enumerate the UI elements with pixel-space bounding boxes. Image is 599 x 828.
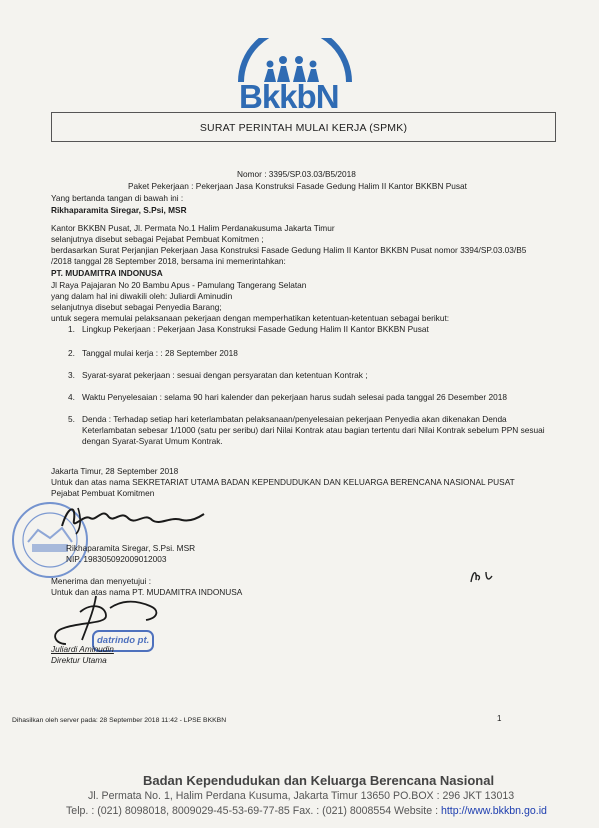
footer-title: Badan Kependudukan dan Keluarga Berencana Nasional — [143, 773, 495, 788]
company-line: yang dalam hal ini diwakili oleh: Juliardi Aminudin — [51, 291, 233, 301]
list-item — [68, 414, 550, 450]
company-stamp-text: datrindo pt. — [97, 635, 150, 646]
nomor: Nomor : 3395/SP.03.03/B5/2018 — [237, 169, 356, 179]
signer2-role: Direktur Utama — [51, 655, 107, 665]
item-number: 5. — [68, 414, 75, 424]
signature-ppk-icon — [58, 500, 208, 536]
item-text: Lingkup Pekerjaan : Pekerjaan Jasa Konstruksi Fasade Gedung Halim II Kantor BKKBN Pusat — [82, 324, 429, 334]
ppk-name: Rikhaparamita Siregar, S.Psi, MSR — [51, 205, 187, 215]
item-text: Syarat-syarat pekerjaan : sesuai dengan persyaratan dan ketentuan Kontrak ; — [82, 370, 368, 380]
title-box — [51, 112, 556, 142]
item-text: Tanggal mulai kerja : : 28 September 2018 — [82, 348, 238, 358]
closing-line: Pejabat Pembuat Komitmen — [51, 488, 155, 498]
website-link[interactable]: http://www.bkkbn.go.id — [440, 805, 547, 817]
generated-note: Dihasilkan oleh server pada: 28 September 2018 11:42 - LPSE BKKBN — [12, 717, 227, 724]
item-number: 4. — [68, 392, 75, 402]
item-number: 2. — [68, 348, 75, 358]
list-item — [68, 370, 548, 382]
paket: Paket Pekerjaan : Pekerjaan Jasa Konstruksi Fasade Gedung Halim II Kantor BKKBN Pusat — [128, 181, 467, 191]
item-number: 3. — [68, 370, 75, 380]
company-line: Jl Raya Pajajaran No 20 Bambu Apus - Pamulang Tangerang Selatan — [51, 280, 307, 290]
item-text: Keterlambatan sebesar 1/1000 (satu per seribu) dari Nilai Kontrak atau bagian tertentu dari Nilai Kontrak sebelum PPN sesuai — [82, 425, 545, 435]
address-line: Kantor BKKBN Pusat, Jl. Permata No.1 Halim Perdanakusuma Jakarta Timur — [51, 223, 335, 233]
signer1-name: Rikhaparamita Siregar, S.Psi. MSR — [66, 543, 196, 553]
closing-line: Untuk dan atas nama SEKRETARIAT UTAMA BADAN KEPENDUDUKAN DAN KELUARGA BERENCANA NASIONAL PUSAT — [51, 477, 515, 487]
accept-line: Untuk dan atas nama PT. MUDAMITRA INDONUSA — [51, 587, 243, 597]
address-line: selanjutnya disebut sebagai Pejabat Pembuat Komitmen ; — [51, 234, 264, 244]
signer2-name: Juliardi Aminudin — [51, 644, 114, 654]
item-text: Waktu Penyelesaian : selama 90 hari kalender dan pekerjaan harus sudah selesai pada tanggal 26 Desember 2018 — [82, 392, 507, 402]
footer-contact-text: Telp. : (021) 8098018, 8009029-45-53-69-77-85 Fax. : (021) 8008554 Website : — [66, 805, 441, 817]
list-item — [68, 324, 548, 336]
company-line: selanjutnya disebut sebagai Penyedia Barang; — [51, 302, 222, 312]
logo-wordmark: BkkbN — [239, 78, 339, 115]
item-text: Denda : Terhadap setiap hari keterlambatan pelaksanaan/penyelesaian pekerjaan Penyedia akan dikenakan Denda — [82, 414, 507, 424]
footer-address: Jl. Permata No. 1, Halim Perdana Kusuma, Jakarta Timur 13650 PO.BOX : 296 JKT 13013 — [88, 790, 515, 802]
document-title: SURAT PERINTAH MULAI KERJA (SPMK) — [199, 122, 408, 134]
signer1-nip: NIP. 198305092009012003 — [66, 554, 167, 564]
page-number: 1 — [497, 714, 502, 723]
item-number: 1. — [68, 324, 75, 334]
address-line: berdasarkan Surat Perjanjian Pekerjaan Jasa Konstruksi Fasade Gedung Halim II Kantor BKKBN Pusat nomor 3394/SP.03.03/B5 — [51, 245, 527, 255]
list-item — [68, 392, 548, 404]
company-line: untuk segera memulai pelaksanaan pekerjaan dengan memperhatikan ketentuan-ketentuan sebagai berikut: — [51, 313, 450, 323]
accept-heading: Menerima dan menyetujui : — [51, 576, 152, 586]
footer-contact — [66, 805, 547, 817]
company-name: PT. MUDAMITRA INDONUSA — [51, 268, 163, 278]
item-text: dengan Syarat-Syarat Umum Kontrak. — [82, 436, 223, 446]
initials-icon — [468, 566, 498, 586]
closing-date: Jakarta Timur, 28 September 2018 — [51, 466, 179, 476]
bkkbn-logo — [233, 38, 357, 116]
intro-line: Yang bertanda tangan di bawah ini : — [51, 193, 184, 203]
list-item — [68, 348, 548, 360]
address-line: /2018 tanggal 28 September 2018, bersama ini memerintahkan: — [51, 256, 286, 266]
